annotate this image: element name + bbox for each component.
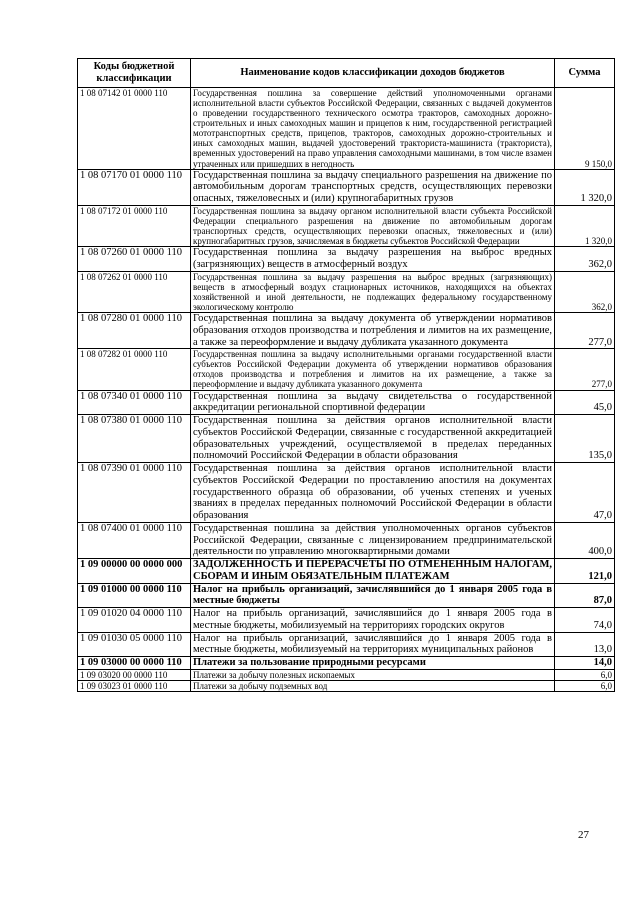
row-code: 1 09 01030 05 0000 110	[78, 632, 191, 657]
row-name: Государственная пошлина за выдачу документа об утверждении нормативов образования отходов производства и потребления и лимитов на их размещение, а также за переоформление и выдачу дубликата указанного документа	[191, 313, 555, 349]
header-name: Наименование кодов классификации доходов бюджетов	[191, 59, 555, 88]
table-row	[78, 271, 615, 312]
row-code: 1 08 07390 01 0000 110	[78, 463, 191, 523]
row-name: Государственная пошлина за совершение действий уполномоченными органами исполнительной власти субъектов Российской Федерации, связанных с выдачей документов о проведении государственного технического осмотра тракторов, самоходных дорожно-строительных и иных самоходных машин и прицепов к ним, государственной регистрацией мототранспортных средств, прицепов, тракторов, самоходных дорожно-строительных и иных самоходных машин, выдачей удостоверений тракториста-машиниста (тракториста), временных удостоверений на право управления самоходными машинами, в том числе взамен утраченных или пришедших в негодность	[191, 88, 555, 170]
row-name: Государственная пошлина за выдачу органом исполнительной власти субъекта Российской Федерации специального разрешения на движение по автомобильным дорогам транспортных средств, осуществляющих перевозки опасных, тяжеловесных и (или) крупногабаритных грузов, зачисляемая в бюджеты субъектов Российской Федерации	[191, 205, 555, 246]
table-row	[78, 559, 615, 584]
row-sum: 13,0	[555, 632, 615, 657]
table-row	[78, 390, 615, 415]
row-name: Государственная пошлина за выдачу свидетельства о государственной аккредитации региональной спортивной федерации	[191, 390, 555, 415]
table-row	[78, 463, 615, 523]
page-number: 27	[578, 829, 589, 841]
header-sum: Сумма	[555, 59, 615, 88]
table-row	[78, 522, 615, 558]
row-sum: 1 320,0	[555, 169, 615, 205]
row-sum: 362,0	[555, 271, 615, 312]
table-row	[78, 313, 615, 349]
table-row	[78, 169, 615, 205]
table-row	[78, 247, 615, 272]
row-name: Платежи за пользование природными ресурсами	[191, 657, 555, 670]
row-code: 1 09 03023 01 0000 110	[78, 680, 191, 691]
row-name: Государственная пошлина за выдачу исполнительными органами государственной власти субъектов Российской Федерации документа об утверждении нормативов образования отходов производства и потребления и лимитов на их размещение, а также за переоформление и выдачу дубликата указанного документа	[191, 349, 555, 390]
table-row	[78, 669, 615, 680]
row-sum: 362,0	[555, 247, 615, 272]
row-code: 1 08 07280 01 0000 110	[78, 313, 191, 349]
row-name: Платежи за добычу подземных вод	[191, 680, 555, 691]
budget-classification-table	[77, 58, 615, 692]
row-sum: 277,0	[555, 313, 615, 349]
row-sum: 9 150,0	[555, 88, 615, 170]
row-code: 1 08 07380 01 0000 110	[78, 415, 191, 463]
row-name: Государственная пошлина за действия органов исполнительной власти субъектов Российской Федерации, связанные с государственной аккредитацией образовательных учреждений, осуществляемой в пределах переданных полномочий Российской Федерации в области образования	[191, 415, 555, 463]
row-name: Государственная пошлина за выдачу разрешения на выброс вредных (загрязняющих) веществ в атмосферный воздух стационарных источников, находящихся на объектах хозяйственной и иной деятельности, не подлежащих федеральному государственному экологическому контролю	[191, 271, 555, 312]
row-sum: 400,0	[555, 522, 615, 558]
table-row	[78, 632, 615, 657]
table-row	[78, 583, 615, 608]
row-sum: 87,0	[555, 583, 615, 608]
row-sum: 1 320,0	[555, 205, 615, 246]
row-code: 1 08 07172 01 0000 110	[78, 205, 191, 246]
row-code: 1 08 07170 01 0000 110	[78, 169, 191, 205]
row-sum: 45,0	[555, 390, 615, 415]
row-code: 1 08 07400 01 0000 110	[78, 522, 191, 558]
row-sum: 6,0	[555, 669, 615, 680]
row-code: 1 08 07260 01 0000 110	[78, 247, 191, 272]
row-sum: 14,0	[555, 657, 615, 670]
row-sum: 6,0	[555, 680, 615, 691]
table-row	[78, 205, 615, 246]
row-name: Государственная пошлина за выдачу разрешения на выброс вредных (загрязняющих) веществ в атмосферный воздух	[191, 247, 555, 272]
row-sum: 47,0	[555, 463, 615, 523]
row-code: 1 08 07340 01 0000 110	[78, 390, 191, 415]
row-code: 1 09 03000 00 0000 110	[78, 657, 191, 670]
row-sum: 121,0	[555, 559, 615, 584]
row-name: Налог на прибыль организаций, зачислявшийся до 1 января 2005 года в местные бюджеты, мобилизуемый на территориях муниципальных районов	[191, 632, 555, 657]
row-name: Государственная пошлина за действия уполномоченных органов субъектов Российской Федерации, связанные с лицензированием предпринимательской деятельности по управлению многоквартирными домами	[191, 522, 555, 558]
row-name: Налог на прибыль организаций, зачислявшийся до 1 января 2005 года в местные бюджеты, мобилизуемый на территориях городских округов	[191, 608, 555, 633]
row-name: Платежи за добычу полезных ископаемых	[191, 669, 555, 680]
row-code: 1 09 00000 00 0000 000	[78, 559, 191, 584]
table-row	[78, 657, 615, 670]
table-row	[78, 680, 615, 691]
row-code: 1 09 01020 04 0000 110	[78, 608, 191, 633]
row-name: ЗАДОЛЖЕННОСТЬ И ПЕРЕРАСЧЕТЫ ПО ОТМЕНЕННЫМ НАЛОГАМ, СБОРАМ И ИНЫМ ОБЯЗАТЕЛЬНЫМ ПЛАТЕЖАМ	[191, 559, 555, 584]
row-code: 1 08 07282 01 0000 110	[78, 349, 191, 390]
table-row	[78, 88, 615, 170]
row-sum: 135,0	[555, 415, 615, 463]
row-code: 1 08 07142 01 0000 110	[78, 88, 191, 170]
row-sum: 277,0	[555, 349, 615, 390]
row-name: Государственная пошлина за выдачу специального разрешения на движение по автомобильным дорогам транспортных средств, осуществляющих перевозки опасных, тяжеловесных и (или) крупногабаритных грузов	[191, 169, 555, 205]
table-header-row	[78, 59, 615, 88]
row-sum: 74,0	[555, 608, 615, 633]
row-code: 1 08 07262 01 0000 110	[78, 271, 191, 312]
header-codes: Коды бюджетной классификации	[78, 59, 191, 88]
row-code: 1 09 01000 00 0000 110	[78, 583, 191, 608]
row-name: Налог на прибыль организаций, зачислявшийся до 1 января 2005 года в местные бюджеты	[191, 583, 555, 608]
table-row	[78, 608, 615, 633]
row-name: Государственная пошлина за действия органов исполнительной власти субъектов Российской Федерации по проставлению апостиля на документах государственного образца об образовании, об ученых степенях и ученых званиях в пределах переданных полномочий Российской Федерации в области образования	[191, 463, 555, 523]
table-row	[78, 415, 615, 463]
table-row	[78, 349, 615, 390]
row-code: 1 09 03020 00 0000 110	[78, 669, 191, 680]
